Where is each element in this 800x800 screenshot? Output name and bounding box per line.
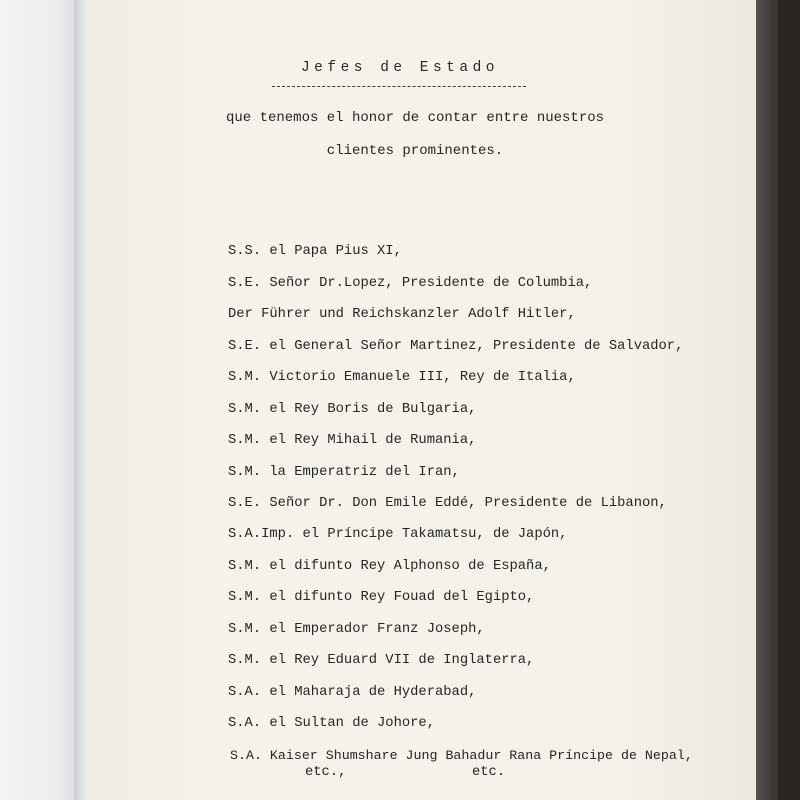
list-item: S.M. el Rey Boris de Bulgaria, — [228, 402, 477, 417]
list-item: S.M. el Rey Mihail de Rumania, — [228, 433, 477, 448]
list-item: S.A. el Maharaja de Hyderabad, — [228, 685, 477, 700]
list-item: S.A. el Sultan de Johore, — [228, 716, 435, 731]
list-item: S.E. el General Señor Martinez, Presidente de Salvador, — [228, 339, 684, 354]
list-item: S.M. el Emperador Franz Joseph, — [228, 622, 485, 637]
subtitle-line-1: que tenemos el honor de contar entre nuestros — [225, 110, 605, 126]
list-item: S.A.Imp. el Príncipe Takamatsu, de Japón, — [228, 527, 568, 542]
list-item: S.E. Señor Dr. Don Emile Eddé, Presidente de Libanon, — [228, 496, 667, 511]
list-item: S.M. el Rey Eduard VII de Inglaterra, — [228, 653, 535, 668]
closing-etc-2: etc. — [472, 765, 506, 780]
subtitle-line-2: clientes prominentes. — [326, 143, 504, 159]
closing-etc-1: etc., — [305, 765, 347, 780]
page-title: Jefes de Estado — [300, 60, 500, 76]
list-item: S.S. el Papa Pius XI, — [228, 244, 402, 259]
list-item: S.M. el difunto Rey Alphonso de España, — [228, 559, 551, 574]
list-item: S.M. el difunto Rey Fouad del Egipto, — [228, 590, 535, 605]
list-item: S.E. Señor Dr.Lopez, Presidente de Columbia, — [228, 276, 593, 291]
list-item: Der Führer und Reichskanzler Adolf Hitler, — [228, 307, 576, 322]
list-item: S.M. Victorio Emanuele III, Rey de Italia, — [228, 370, 576, 385]
list-item: S.M. la Emperatriz del Iran, — [228, 465, 460, 480]
list-item: S.A. Kaiser Shumshare Jung Bahadur Rana Príncipe de Nepal, — [230, 748, 693, 763]
title-underline — [272, 86, 526, 87]
